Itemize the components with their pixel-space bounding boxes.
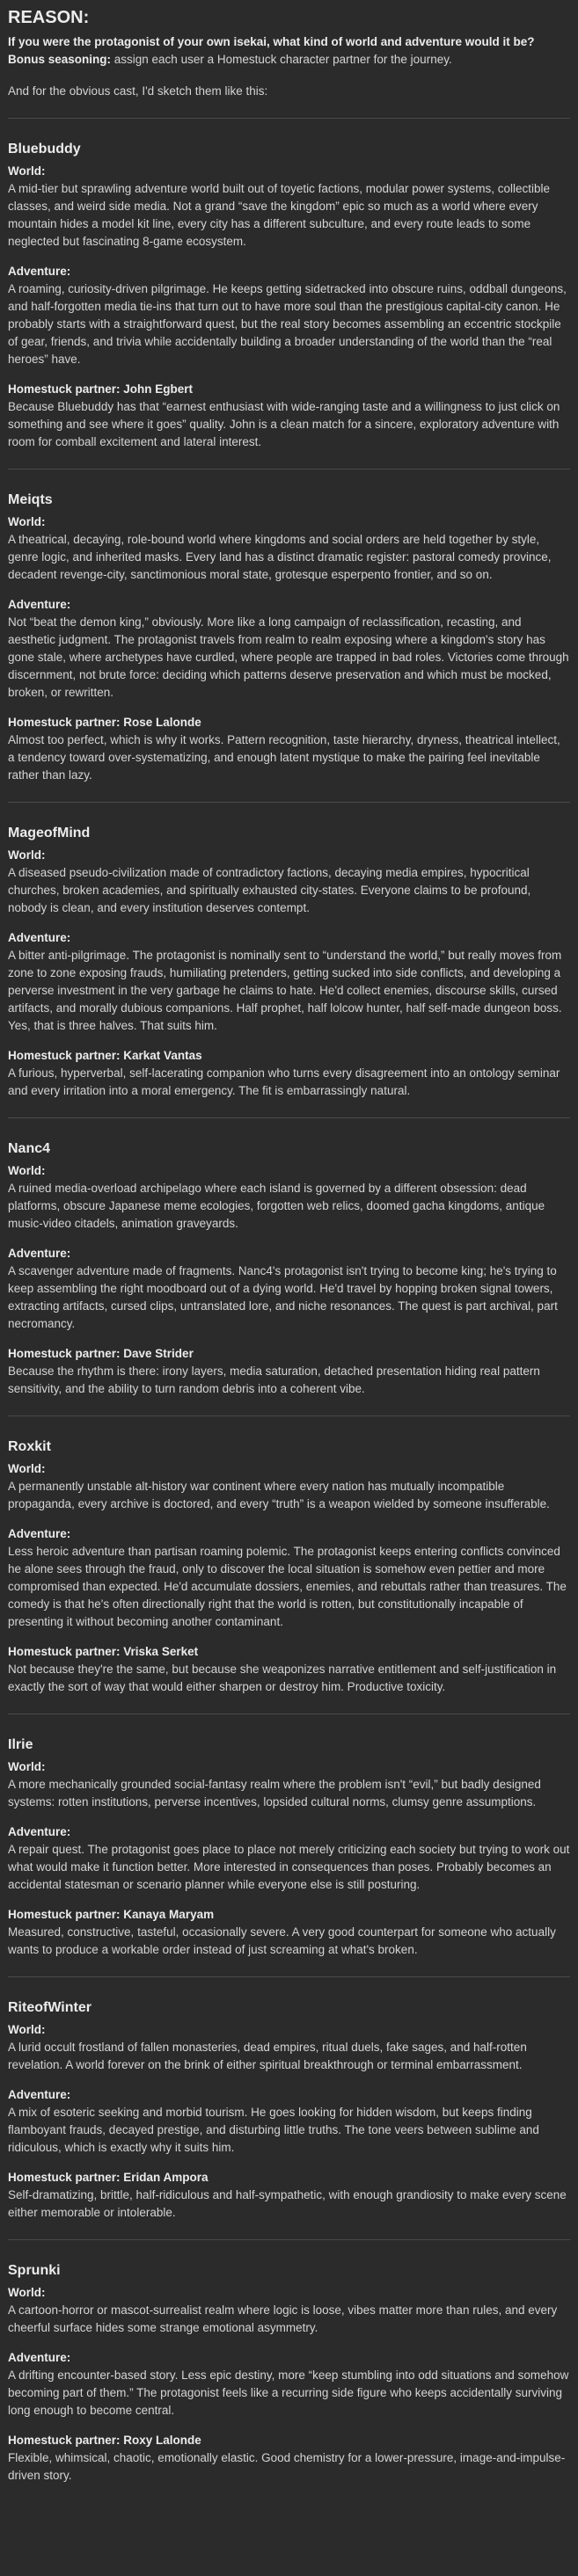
bonus-text: assign each user a Homestuck character partner for the journey. (111, 53, 452, 66)
world-label: World: (8, 1164, 46, 1177)
intro (8, 33, 570, 100)
partner-label: Homestuck partner: Rose Lalonde (8, 716, 201, 729)
character-section (8, 2261, 570, 2485)
partner-text: Measured, constructive, tasteful, occasionally severe. A very good counterpart for someone who actually wants to produce a workable order instead of just screaming at what's broken. (8, 1925, 556, 1956)
partner-text: Not because they're the same, but because she weaponizes narrative entitlement and self-justification in exactly the sort of way that would either sharpen or destroy him. Productive toxicity. (8, 1663, 557, 1693)
partner-label: Homestuck partner: John Egbert (8, 382, 194, 396)
partner-label: Homestuck partner: Eridan Ampora (8, 2171, 209, 2184)
character-sections (8, 118, 570, 2485)
world-label: World: (8, 848, 46, 862)
partner-text: Flexible, whimsical, chaotic, emotionally elastic. Good chemistry for a lower-pressure, image-and-impulse-driven story. (8, 2451, 566, 2482)
adventure-label: Adventure: (8, 1527, 71, 1540)
world-label: World: (8, 515, 46, 528)
partner-text: Because Bluebuddy has that “earnest enthusiast with wide-ranging taste and a willingness to just click on something and see where it goes” quality. John is a clean match for a sincere, exploratory adventure with room for comball excitement and lateral interest. (8, 400, 560, 448)
section-divider (8, 1415, 570, 1416)
adventure-label: Adventure: (8, 598, 71, 611)
section-divider (8, 2239, 570, 2240)
partner-label: Homestuck partner: Vriska Serket (8, 1645, 199, 1658)
character-section (8, 1998, 570, 2222)
partner-text: Almost too perfect, which is why it works. Pattern recognition, taste hierarchy, dryness, theatrical intellect, a tendency toward over-systematizing, and enough latent mystique to make the pairing feel inevitable rather than lazy. (8, 733, 560, 782)
world-text: A permanently unstable alt-history war continent where every nation has mutually incompatible propaganda, every archive is doctored, and every “truth” is a weapon wielded by someone insufferable. (8, 1480, 550, 1510)
intro-question: If you were the protagonist of your own isekai, what kind of world and adventure would it be? (8, 35, 535, 48)
adventure-text: A repair quest. The protagonist goes place to place not merely criticizing each society but trying to work out what would make it function better. More interested in consequences than poses. Probably becomes an accidental statesman or scenario planner while everyone else is still posturing. (8, 1843, 570, 1891)
section-heading: RiteofWinter (8, 2000, 91, 2015)
partner-label: Homestuck partner: Roxy Lalonde (8, 2434, 201, 2447)
adventure-text: A mix of esoteric seeking and morbid tourism. He goes looking for hidden wisdom, but keeps finding flamboyant frauds, decayed prestige, and disturbing little truths. The tone veers between sublime and ridiculous, which is exactly why it suits him. (8, 2106, 539, 2154)
section-heading: Nanc4 (8, 1141, 51, 1156)
section-heading: Ilrie (8, 1737, 33, 1752)
world-text: A mid-tier but sprawling adventure world built out of toyetic factions, modular power systems, collectible classes, and weird side media. Not a grand “save the kingdom” epic so much as a world where every mountain hides a model kit line, every city has a different subculture, and every route leads to some neglected but fascinating 8-game ecosystem. (8, 182, 551, 248)
section-divider (8, 1976, 570, 1977)
character-section (8, 140, 570, 451)
world-text: A theatrical, decaying, role-bound world where kingdoms and social orders are held together by style, genre logic, and inherited masks. Every land has a distinct dramatic register: pastoral comedy province, decadent revenge-city, sanctimonious moral state, grotesque esperpento frontier, and so on. (8, 533, 552, 581)
world-label: World: (8, 2286, 46, 2299)
partner-text: Self-dramatizing, brittle, half-ridiculous and half-sympathetic, with enough grandiosity to make every scene either memorable or intolerable. (8, 2188, 567, 2219)
adventure-text: A bitter anti-pilgrimage. The protagonist is nominally sent to “understand the world,” but really moves from zone to zone exposing frauds, humiliating pretenders, getting sucked into side conflicts, and developing a perverse investment in the very garbage he claims to hate. He'd collect enemies, discourse skills, cursed artifacts, and morally dubious companions. Half prophet, half lolcow hunter, half self-made dungeon boss. Yes, that is three halves. That suits him. (8, 949, 562, 1032)
section-divider (8, 802, 570, 803)
adventure-text: A scavenger adventure made of fragments. Nanc4's protagonist isn't trying to become king; he's trying to keep assembling the right moodboard out of a dying world. He'd travel by hopping broken signal towers, extracting artifacts, cursed clips, untranslated lore, and niche resonances. The quest is part archival, part necromancy. (8, 1264, 558, 1330)
adventure-label: Adventure: (8, 931, 71, 944)
section-heading: MageofMind (8, 826, 91, 840)
character-section (8, 491, 570, 784)
adventure-text: A roaming, curiosity-driven pilgrimage. He keeps getting sidetracked into obscure ruins, oddball dungeons, and half-forgotten media tie-ins that turn out to have more soul than the prestigious capital-city canon. He probably starts with a straightforward quest, but the real story becomes assembling an eccentric stockpile of gear, friends, and trivia while accidentally building a broader understanding of the world than the “real heroes” have. (8, 282, 567, 366)
character-section (8, 1437, 570, 1696)
adventure-label: Adventure: (8, 265, 71, 278)
world-label: World: (8, 1760, 46, 1773)
adventure-text: A drifting encounter-based story. Less epic destiny, more “keep stumbling into odd situations and somehow becoming part of them.” The protagonist feels like a recurring side figure who keeps accidentally surviving long enough to become central. (8, 2369, 569, 2417)
adventure-label: Adventure: (8, 1825, 71, 1838)
section-heading: Bluebuddy (8, 142, 81, 156)
partner-text: Because the rhythm is there: irony layers, media saturation, detached presentation hiding real pattern sensitivity, and the ability to turn random debris into a coherent vibe. (8, 1364, 540, 1395)
adventure-label: Adventure: (8, 2351, 71, 2364)
bonus-label: Bonus seasoning: (8, 53, 112, 66)
world-text: A ruined media-overload archipelago where each island is governed by a different obsession: dead platforms, obscure Japanese meme ecologies, forgotten web relics, doomed gacha kingdoms, antique music-video citadels, animation graveyards. (8, 1182, 545, 1230)
world-label: World: (8, 2023, 46, 2036)
world-text: A cartoon-horror or mascot-surrealist realm where logic is loose, vibes matter more than rules, and every cheerful surface hides some strange emotional asymmetry. (8, 2303, 558, 2334)
world-label: World: (8, 1462, 46, 1475)
partner-label: Homestuck partner: Karkat Vantas (8, 1049, 202, 1062)
intro-bonus (8, 51, 570, 69)
world-text: A more mechanically grounded social-fantasy realm where the problem isn't “evil,” but badly designed systems: rotten institutions, perverse incentives, lopsided cultural norms, clumsy genre assumptions. (8, 1778, 541, 1808)
world-text: A lurid occult frostland of fallen monasteries, dead empires, ritual duels, fake sages, and half-rotten revelation. A world forever on the brink of either spiritual breakthrough or terminal embarrassment. (8, 2041, 527, 2071)
adventure-text: Not “beat the demon king,” obviously. More like a long campaign of reclassification, recasting, and aesthetic judgment. The protagonist travels from realm to realm exposing where a kingdom's story has gone stale, where archetypes have curdled, where people are trapped in bad roles. Victories come through discernment, not brute force: deciding which patterns deserve preservation and which must be mocked, broken, or rewritten. (8, 615, 569, 699)
adventure-label: Adventure: (8, 2088, 71, 2101)
adventure-label: Adventure: (8, 1247, 71, 1260)
partner-label: Homestuck partner: Kanaya Maryam (8, 1908, 215, 1921)
character-section (8, 824, 570, 1100)
adventure-text: Less heroic adventure than partisan roaming polemic. The protagonist keeps entering conflicts convinced he alone sees through the fraud, only to discover the local situation is somehow even pettier and more compromised than expected. He'd accumulate dossiers, enemies, and rebuttals rather than treasures. The comedy is that he's often directionally right that the world is rotten, but constitutionally incapable of presenting it without becoming another contaminant. (8, 1545, 567, 1628)
page-title: REASON: (8, 8, 90, 27)
intro-lead: And for the obvious cast, I'd sketch them like this: (8, 84, 268, 98)
section-divider (8, 118, 570, 119)
partner-label: Homestuck partner: Dave Strider (8, 1347, 194, 1360)
section-heading: Meiqts (8, 492, 53, 507)
world-label: World: (8, 164, 46, 178)
world-text: A diseased pseudo-civilization made of contradictory factions, decaying media empires, hypocritical churches, broken academies, and spiritually exhausted city-states. Everyone claims to be profound, nobody is clean, and every institution deserves contempt. (8, 866, 531, 914)
partner-text: A furious, hyperverbal, self-lacerating companion who turns every disagreement into an ontology seminar and every irritation into a moral emergency. The fit is embarrassingly natural. (8, 1066, 560, 1097)
section-divider (8, 1117, 570, 1118)
character-section (8, 1736, 570, 1959)
section-heading: Sprunki (8, 2263, 61, 2278)
character-section (8, 1139, 570, 1398)
section-heading: Roxkit (8, 1439, 51, 1454)
